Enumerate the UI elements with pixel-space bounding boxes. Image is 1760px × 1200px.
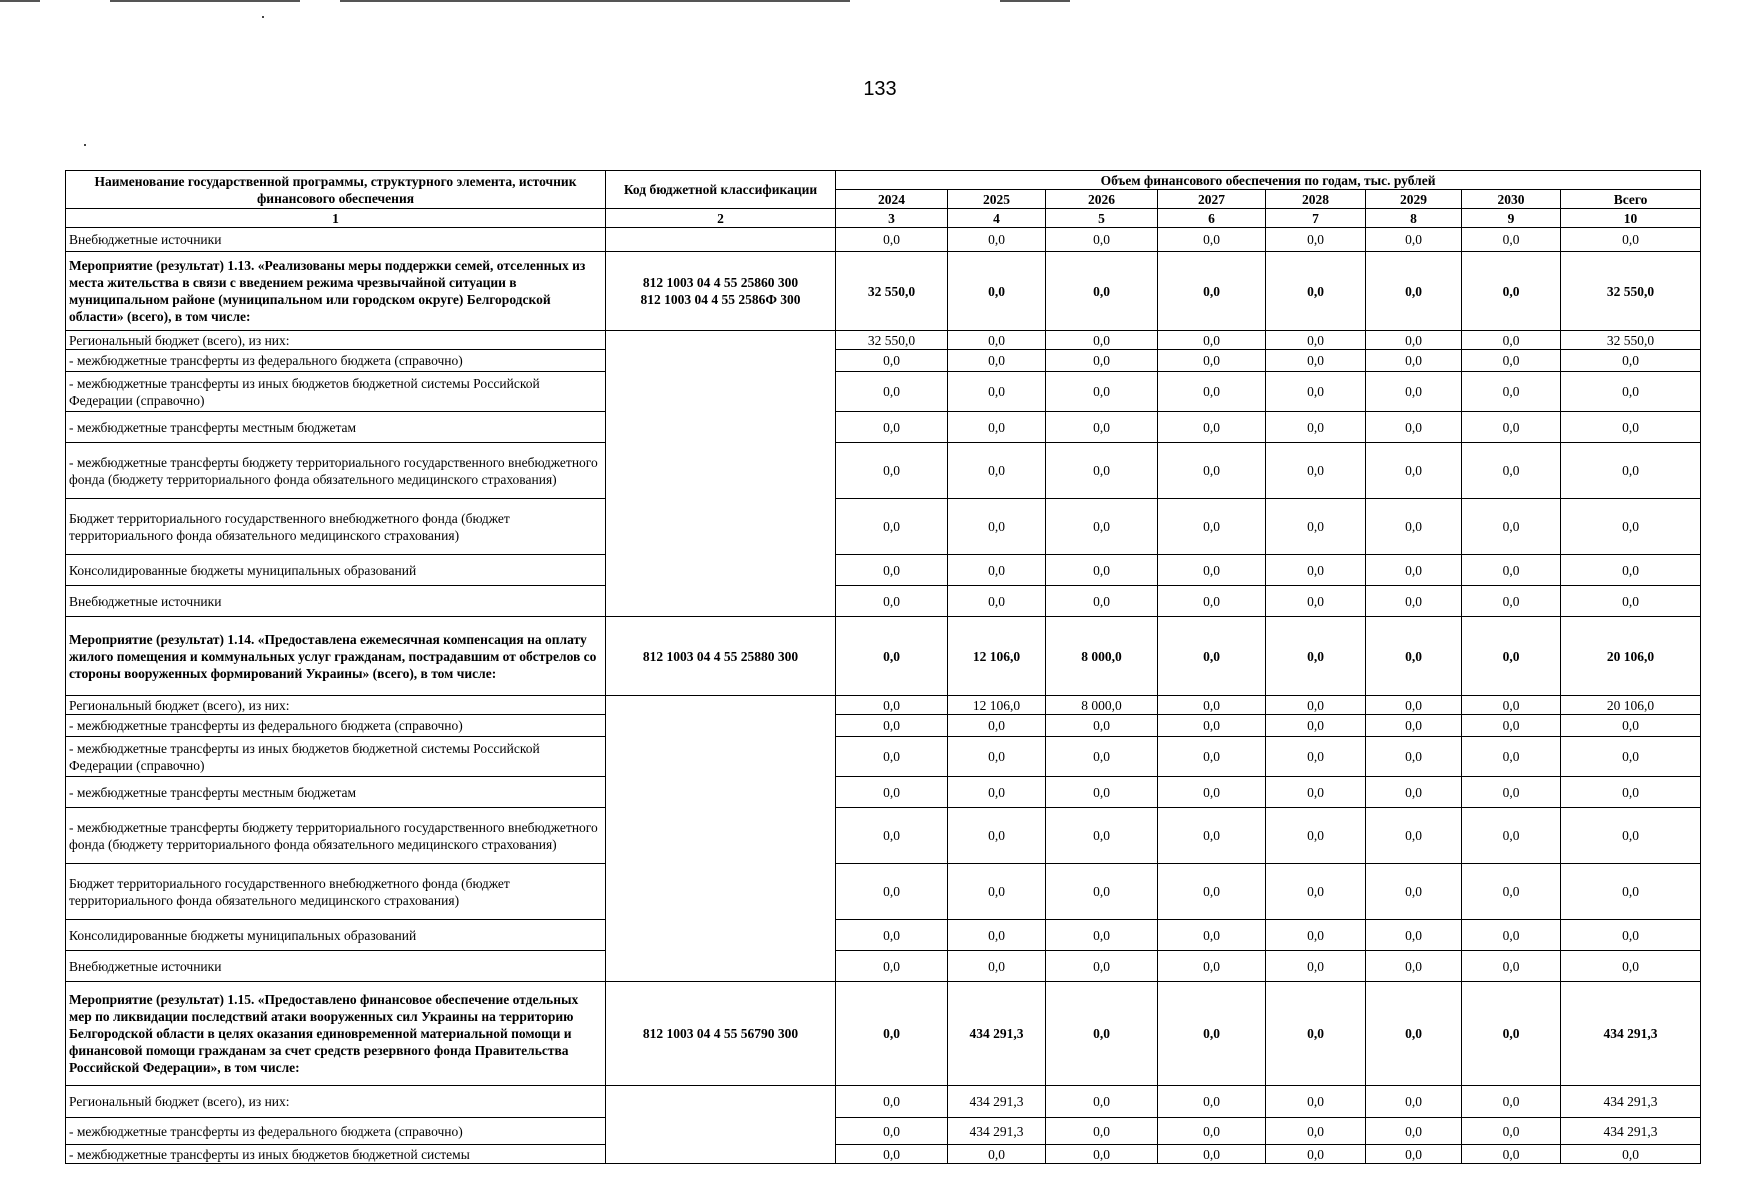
year-value: 0,0	[836, 808, 948, 864]
total-value: 0,0	[1561, 1145, 1701, 1164]
year-value: 32 550,0	[836, 331, 948, 350]
year-value: 0,0	[836, 737, 948, 777]
year-value: 0,0	[1266, 737, 1366, 777]
year-value: 0,0	[1158, 443, 1266, 499]
budget-code	[606, 1086, 836, 1164]
year-value: 0,0	[1266, 951, 1366, 982]
year-value: 0,0	[948, 864, 1046, 920]
year-value: 0,0	[836, 1086, 948, 1118]
year-value: 0,0	[836, 777, 948, 808]
year-value: 0,0	[1266, 555, 1366, 586]
year-value: 0,0	[1158, 920, 1266, 951]
year-value: 0,0	[1158, 228, 1266, 252]
year-value: 0,0	[948, 808, 1046, 864]
header-name: Наименование государственной программы, структурного элемента, источник финансового обеспечения	[66, 171, 606, 209]
row-name: Региональный бюджет (всего), из них:	[66, 331, 606, 350]
financing-table-container	[65, 170, 1700, 1164]
year-value: 0,0	[1046, 252, 1158, 331]
year-value: 0,0	[1462, 331, 1561, 350]
year-value: 0,0	[1366, 920, 1462, 951]
year-value: 0,0	[836, 499, 948, 555]
year-value: 12 106,0	[948, 696, 1046, 715]
year-value: 0,0	[1366, 737, 1462, 777]
total-value: 0,0	[1561, 951, 1701, 982]
year-value: 0,0	[948, 1145, 1046, 1164]
column-number: 4	[948, 209, 1046, 228]
year-value: 0,0	[1366, 1086, 1462, 1118]
year-value: 0,0	[1046, 982, 1158, 1086]
budget-code: 812 1003 04 4 55 56790 300	[606, 982, 836, 1086]
year-value: 0,0	[1462, 737, 1561, 777]
year-value: 0,0	[948, 331, 1046, 350]
row-name: Мероприятие (результат) 1.14. «Предоставлена ежемесячная компенсация на оплату жилого помещения и коммунальных услуг гражданам, пострадавшим от обстрелов со стороны вооруженных формирований Украины» (всего), в том числе:	[66, 617, 606, 696]
year-value: 0,0	[1366, 951, 1462, 982]
year-value: 0,0	[1462, 555, 1561, 586]
budget-code	[606, 228, 836, 252]
table-row	[66, 696, 1701, 715]
year-value: 0,0	[1158, 252, 1266, 331]
year-value: 0,0	[1266, 586, 1366, 617]
activity-row	[66, 617, 1701, 696]
column-number: 9	[1462, 209, 1561, 228]
year-value: 0,0	[1266, 617, 1366, 696]
total-value: 32 550,0	[1561, 331, 1701, 350]
table-row	[66, 331, 1701, 350]
row-name: Мероприятие (результат) 1.15. «Предоставлено финансовое обеспечение отдельных мер по ликвидации последствий атаки вооруженных сил Украины на территорию Белгородской области в целях оказания единовременной материальной помощи и финансовой помощи гражданам за счет средств резервного фонда Правительства Российской Федерации», в том числе:	[66, 982, 606, 1086]
year-value: 0,0	[1266, 920, 1366, 951]
total-value: 0,0	[1561, 777, 1701, 808]
year-value: 0,0	[1462, 1086, 1561, 1118]
financing-table	[65, 170, 1701, 1164]
year-value: 434 291,3	[948, 1086, 1046, 1118]
total-value: 20 106,0	[1561, 696, 1701, 715]
year-value: 0,0	[1046, 499, 1158, 555]
row-name: - межбюджетные трансферты местным бюджетам	[66, 412, 606, 443]
total-value: 0,0	[1561, 443, 1701, 499]
year-value: 0,0	[836, 617, 948, 696]
year-value: 0,0	[1046, 1118, 1158, 1145]
year-value: 0,0	[1366, 982, 1462, 1086]
year-value: 0,0	[1366, 331, 1462, 350]
column-number: 5	[1046, 209, 1158, 228]
year-value: 0,0	[836, 951, 948, 982]
header-volume: Объем финансового обеспечения по годам, тыс. рублей	[836, 171, 1701, 190]
year-value: 0,0	[1158, 1118, 1266, 1145]
year-value: 0,0	[1046, 808, 1158, 864]
year-value: 0,0	[1158, 777, 1266, 808]
year-value: 0,0	[836, 555, 948, 586]
year-value: 0,0	[1266, 1086, 1366, 1118]
year-value: 0,0	[836, 586, 948, 617]
year-value: 0,0	[948, 715, 1046, 737]
column-number: 2	[606, 209, 836, 228]
row-name: Региональный бюджет (всего), из них:	[66, 696, 606, 715]
table-row	[66, 443, 1701, 499]
column-number: 8	[1366, 209, 1462, 228]
header-year: 2025	[948, 190, 1046, 209]
year-value: 8 000,0	[1046, 617, 1158, 696]
year-value: 0,0	[1046, 586, 1158, 617]
total-value: 434 291,3	[1561, 982, 1701, 1086]
total-value: 0,0	[1561, 372, 1701, 412]
year-value: 434 291,3	[948, 1118, 1046, 1145]
year-value: 0,0	[1158, 1145, 1266, 1164]
table-row	[66, 737, 1701, 777]
row-name: Бюджет территориального государственного внебюджетного фонда (бюджет территориального фонда обязательного медицинского страхования)	[66, 864, 606, 920]
total-value: 20 106,0	[1561, 617, 1701, 696]
year-value: 0,0	[1266, 982, 1366, 1086]
page-number: 133	[863, 78, 897, 100]
year-value: 0,0	[1266, 252, 1366, 331]
year-value: 0,0	[1266, 412, 1366, 443]
year-value: 0,0	[1046, 1086, 1158, 1118]
budget-code	[606, 331, 836, 617]
year-value: 0,0	[1046, 555, 1158, 586]
year-value: 0,0	[948, 737, 1046, 777]
total-value: 0,0	[1561, 228, 1701, 252]
year-value: 0,0	[1266, 443, 1366, 499]
table-row	[66, 808, 1701, 864]
year-value: 0,0	[1366, 372, 1462, 412]
year-value: 0,0	[836, 350, 948, 372]
year-value: 0,0	[1462, 350, 1561, 372]
year-value: 0,0	[1462, 499, 1561, 555]
year-value: 0,0	[948, 586, 1046, 617]
year-value: 0,0	[1046, 951, 1158, 982]
year-value: 0,0	[1366, 499, 1462, 555]
table-row	[66, 586, 1701, 617]
year-value: 8 000,0	[1046, 696, 1158, 715]
year-value: 0,0	[1462, 808, 1561, 864]
year-value: 0,0	[1366, 443, 1462, 499]
column-number: 3	[836, 209, 948, 228]
header-year: 2027	[1158, 190, 1266, 209]
total-value: 0,0	[1561, 737, 1701, 777]
year-value: 0,0	[836, 920, 948, 951]
table-row	[66, 372, 1701, 412]
year-value: 0,0	[1462, 412, 1561, 443]
row-name: - межбюджетные трансферты из иных бюджетов бюджетной системы Российской Федерации (справочно)	[66, 737, 606, 777]
row-name: - межбюджетные трансферты из иных бюджетов бюджетной системы Российской Федерации (справочно)	[66, 372, 606, 412]
header-year: 2026	[1046, 190, 1158, 209]
year-value: 0,0	[1462, 982, 1561, 1086]
table-row	[66, 951, 1701, 982]
total-value: 0,0	[1561, 350, 1701, 372]
year-value: 0,0	[1046, 715, 1158, 737]
year-value: 32 550,0	[836, 252, 948, 331]
scan-speck	[84, 144, 86, 146]
year-value: 0,0	[1046, 443, 1158, 499]
row-name: - межбюджетные трансферты местным бюджетам	[66, 777, 606, 808]
table-row	[66, 1118, 1701, 1145]
year-value: 0,0	[1366, 350, 1462, 372]
year-value: 0,0	[948, 443, 1046, 499]
table-body	[66, 228, 1701, 1164]
total-value: 0,0	[1561, 586, 1701, 617]
header-year: 2024	[836, 190, 948, 209]
year-value: 0,0	[1158, 864, 1266, 920]
year-value: 0,0	[836, 715, 948, 737]
total-value: 0,0	[1561, 715, 1701, 737]
year-value: 0,0	[948, 777, 1046, 808]
year-value: 0,0	[1046, 920, 1158, 951]
year-value: 0,0	[1158, 499, 1266, 555]
row-name: - межбюджетные трансферты из федерального бюджета (справочно)	[66, 715, 606, 737]
total-value: 434 291,3	[1561, 1086, 1701, 1118]
year-value: 0,0	[948, 252, 1046, 331]
year-value: 0,0	[1462, 715, 1561, 737]
year-value: 0,0	[1266, 499, 1366, 555]
year-value: 0,0	[1158, 982, 1266, 1086]
total-value: 0,0	[1561, 920, 1701, 951]
year-value: 0,0	[1462, 777, 1561, 808]
year-value: 0,0	[1462, 1118, 1561, 1145]
activity-row	[66, 252, 1701, 331]
row-name: - межбюджетные трансферты бюджету территориального государственного внебюджетного фонда (бюджету территориального фонда обязательного медицинского страхования)	[66, 443, 606, 499]
year-value: 0,0	[1158, 412, 1266, 443]
table-row	[66, 715, 1701, 737]
year-value: 0,0	[1462, 228, 1561, 252]
year-value: 0,0	[1046, 350, 1158, 372]
year-value: 0,0	[1462, 951, 1561, 982]
table-row	[66, 228, 1701, 252]
year-value: 0,0	[1158, 372, 1266, 412]
year-value: 0,0	[948, 350, 1046, 372]
year-value: 0,0	[1266, 808, 1366, 864]
year-value: 0,0	[1046, 737, 1158, 777]
year-value: 0,0	[836, 1145, 948, 1164]
year-value: 0,0	[948, 372, 1046, 412]
total-value: 0,0	[1561, 499, 1701, 555]
year-value: 0,0	[1158, 808, 1266, 864]
year-value: 0,0	[1366, 228, 1462, 252]
budget-code	[606, 696, 836, 982]
year-value: 0,0	[836, 1118, 948, 1145]
row-name: Внебюджетные источники	[66, 586, 606, 617]
year-value: 0,0	[1266, 1118, 1366, 1145]
year-value: 0,0	[1266, 715, 1366, 737]
table-row	[66, 920, 1701, 951]
year-value: 0,0	[1158, 350, 1266, 372]
year-value: 0,0	[1462, 920, 1561, 951]
year-value: 0,0	[836, 372, 948, 412]
row-name: - межбюджетные трансферты из иных бюджетов бюджетной системы	[66, 1145, 606, 1164]
year-value: 0,0	[1366, 586, 1462, 617]
row-name: - межбюджетные трансферты из федерального бюджета (справочно)	[66, 350, 606, 372]
year-value: 0,0	[1158, 715, 1266, 737]
table-row	[66, 499, 1701, 555]
year-value: 0,0	[836, 982, 948, 1086]
year-value: 0,0	[1266, 864, 1366, 920]
year-value: 0,0	[1462, 617, 1561, 696]
row-name: Консолидированные бюджеты муниципальных образований	[66, 920, 606, 951]
year-value: 0,0	[1046, 412, 1158, 443]
table-row	[66, 412, 1701, 443]
year-value: 0,0	[948, 499, 1046, 555]
row-name: Внебюджетные источники	[66, 228, 606, 252]
total-value: 0,0	[1561, 864, 1701, 920]
year-value: 0,0	[836, 228, 948, 252]
total-value: 0,0	[1561, 555, 1701, 586]
year-value: 0,0	[1158, 696, 1266, 715]
year-value: 0,0	[1266, 1145, 1366, 1164]
year-value: 0,0	[1266, 350, 1366, 372]
year-value: 0,0	[1266, 372, 1366, 412]
header-year: 2029	[1366, 190, 1462, 209]
table-row	[66, 864, 1701, 920]
year-value: 0,0	[1462, 864, 1561, 920]
total-value: 0,0	[1561, 412, 1701, 443]
year-value: 0,0	[948, 951, 1046, 982]
year-value: 12 106,0	[948, 617, 1046, 696]
year-value: 0,0	[948, 412, 1046, 443]
column-number: 10	[1561, 209, 1701, 228]
year-value: 0,0	[1366, 1118, 1462, 1145]
year-value: 0,0	[1462, 372, 1561, 412]
table-row	[66, 350, 1701, 372]
year-value: 0,0	[1046, 331, 1158, 350]
year-value: 0,0	[1046, 864, 1158, 920]
scan-edge-marks	[0, 0, 1760, 3]
total-value: 434 291,3	[1561, 1118, 1701, 1145]
year-value: 434 291,3	[948, 982, 1046, 1086]
row-name: Мероприятие (результат) 1.13. «Реализованы меры поддержки семей, отселенных из места жительства в связи с введением режима чрезвычайной ситуации в муниципальном районе (муниципальном или городском округе) Белгородской области» (всего), в том числе:	[66, 252, 606, 331]
year-value: 0,0	[836, 412, 948, 443]
year-value: 0,0	[1366, 715, 1462, 737]
year-value: 0,0	[1462, 252, 1561, 331]
row-name: Внебюджетные источники	[66, 951, 606, 982]
year-value: 0,0	[1158, 617, 1266, 696]
header-year: 2030	[1462, 190, 1561, 209]
scan-speck	[262, 16, 264, 18]
table-row	[66, 1145, 1701, 1164]
year-value: 0,0	[948, 920, 1046, 951]
year-value: 0,0	[1046, 372, 1158, 412]
year-value: 0,0	[1158, 586, 1266, 617]
year-value: 0,0	[1366, 555, 1462, 586]
column-number: 6	[1158, 209, 1266, 228]
year-value: 0,0	[1462, 696, 1561, 715]
year-value: 0,0	[1158, 951, 1266, 982]
table-row	[66, 555, 1701, 586]
year-value: 0,0	[1366, 1145, 1462, 1164]
row-name: Консолидированные бюджеты муниципальных образований	[66, 555, 606, 586]
header-code: Код бюджетной классификации	[606, 171, 836, 209]
year-value: 0,0	[1266, 331, 1366, 350]
table-row	[66, 777, 1701, 808]
year-value: 0,0	[1366, 617, 1462, 696]
budget-code: 812 1003 04 4 55 25880 300	[606, 617, 836, 696]
year-value: 0,0	[1266, 777, 1366, 808]
year-value: 0,0	[948, 555, 1046, 586]
year-value: 0,0	[948, 228, 1046, 252]
year-value: 0,0	[1366, 864, 1462, 920]
year-value: 0,0	[1266, 696, 1366, 715]
row-name: Бюджет территориального государственного внебюджетного фонда (бюджет территориального фонда обязательного медицинского страхования)	[66, 499, 606, 555]
total-value: 32 550,0	[1561, 252, 1701, 331]
year-value: 0,0	[1266, 228, 1366, 252]
year-value: 0,0	[1046, 1145, 1158, 1164]
year-value: 0,0	[1462, 1145, 1561, 1164]
activity-row	[66, 982, 1701, 1086]
year-value: 0,0	[1366, 696, 1462, 715]
year-value: 0,0	[836, 696, 948, 715]
year-value: 0,0	[1158, 331, 1266, 350]
year-value: 0,0	[836, 864, 948, 920]
budget-code: 812 1003 04 4 55 25860 300 812 1003 04 4 55 2586Ф 300	[606, 252, 836, 331]
year-value: 0,0	[1158, 555, 1266, 586]
header-total: Всего	[1561, 190, 1701, 209]
column-number: 1	[66, 209, 606, 228]
year-value: 0,0	[1462, 586, 1561, 617]
table-row	[66, 1086, 1701, 1118]
year-value: 0,0	[1158, 737, 1266, 777]
year-value: 0,0	[1366, 412, 1462, 443]
year-value: 0,0	[1366, 777, 1462, 808]
row-name: - межбюджетные трансферты из федерального бюджета (справочно)	[66, 1118, 606, 1145]
year-value: 0,0	[1046, 228, 1158, 252]
year-value: 0,0	[1462, 443, 1561, 499]
row-name: Региональный бюджет (всего), из них:	[66, 1086, 606, 1118]
year-value: 0,0	[1158, 1086, 1266, 1118]
year-value: 0,0	[836, 443, 948, 499]
column-number: 7	[1266, 209, 1366, 228]
row-name: - межбюджетные трансферты бюджету территориального государственного внебюджетного фонда (бюджету территориального фонда обязательного медицинского страхования)	[66, 808, 606, 864]
year-value: 0,0	[1366, 252, 1462, 331]
total-value: 0,0	[1561, 808, 1701, 864]
year-value: 0,0	[1046, 777, 1158, 808]
year-value: 0,0	[1366, 808, 1462, 864]
header-year: 2028	[1266, 190, 1366, 209]
